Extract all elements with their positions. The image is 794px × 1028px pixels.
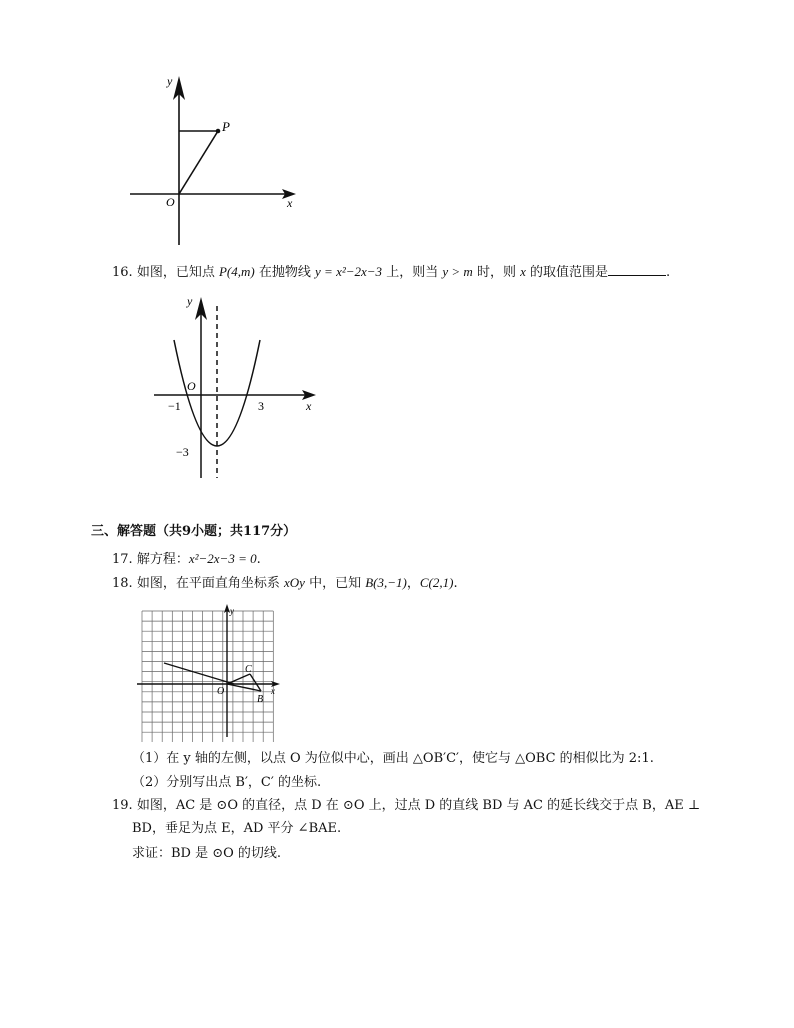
q16-text-a: 如图，已知点: [136, 265, 215, 280]
tick-label-neg3: −3: [176, 445, 189, 459]
x-axis-label: x: [271, 686, 275, 696]
point-b-label: B: [257, 694, 264, 705]
q17-end: .: [256, 552, 261, 567]
question-19: [112, 797, 700, 815]
segment-op: [179, 131, 218, 194]
q16-text-e: 的取值范围是: [530, 265, 609, 280]
question-16: [112, 262, 670, 282]
q16-condition: y > m: [442, 264, 473, 279]
q16-point: P(4,m): [218, 264, 255, 279]
q19-line-1: 如图，AC 是 ⊙O 的直径，点 D 在 ⊙O 上，过点 D 的直线 BD 与 AC 的延长线交于点 B，AE ⊥: [136, 798, 701, 813]
q18-system: xOy: [283, 575, 305, 590]
y-axis-label: y: [187, 294, 193, 308]
y-axis-label: y: [230, 606, 234, 616]
point-c-label: C: [245, 664, 252, 675]
figure-grid: [135, 604, 283, 742]
q17-number: 17.: [112, 552, 133, 567]
x-axis-label: x: [287, 196, 293, 210]
q16-number: 16.: [112, 265, 133, 280]
q17-equation: x²−2x−3 = 0: [188, 551, 257, 566]
point-p-label: P: [222, 119, 230, 134]
q16-answer-blank: [608, 262, 666, 276]
q16-var: x: [520, 264, 526, 279]
q16-end: .: [666, 265, 671, 280]
figure-parabola: [148, 290, 328, 482]
figure-point-p: [120, 70, 310, 250]
segment-ob: [227, 684, 261, 691]
point-p-dot: [216, 129, 221, 134]
q18-point-b: B(3,−1): [365, 575, 407, 590]
long-segment: [164, 663, 234, 684]
origin-label: O: [187, 379, 196, 393]
q16-text-c: 上，则当: [386, 265, 439, 280]
segment-oc: [227, 674, 250, 684]
section-3-heading: 三、解答题（共9小题；共117分）: [91, 524, 297, 539]
q16-text-b: 在抛物线: [258, 265, 311, 280]
q18-point-c: C(2,1): [419, 575, 454, 590]
q19-line-2: BD，垂足为点 E，AD 平分 ∠BAE.: [132, 821, 342, 836]
q18-comma: ，: [406, 576, 420, 591]
question-17: [112, 550, 261, 569]
q18-number: 18.: [112, 576, 133, 591]
q16-equation: y = x²−2x−3: [315, 264, 383, 279]
q18-text-b: 中，已知: [309, 576, 362, 591]
q18-text-a: 如图，在平面直角坐标系: [136, 576, 280, 591]
q17-text-a: 解方程：: [136, 552, 189, 567]
origin-label: O: [166, 195, 175, 209]
q18-part-2: （2）分别写出点 B′，C′ 的坐标.: [132, 775, 322, 790]
tick-label-3: 3: [258, 399, 264, 413]
question-18: [112, 574, 458, 593]
origin-label: O: [217, 686, 225, 697]
q16-text-d: 时，则: [476, 265, 516, 280]
y-axis-label: y: [167, 74, 173, 88]
q18-part-1: （1）在 y 轴的左侧，以点 O 为位似中心，画出 △OB′C′，使它与 △OBC 的相似比为 2:1.: [132, 751, 654, 766]
q19-number: 19.: [112, 798, 133, 813]
q18-end: .: [453, 576, 458, 591]
q19-line-3: 求证：BD 是 ⊙O 的切线.: [132, 846, 282, 861]
x-axis-label: x: [306, 399, 312, 413]
tick-label-neg1: −1: [168, 399, 181, 413]
